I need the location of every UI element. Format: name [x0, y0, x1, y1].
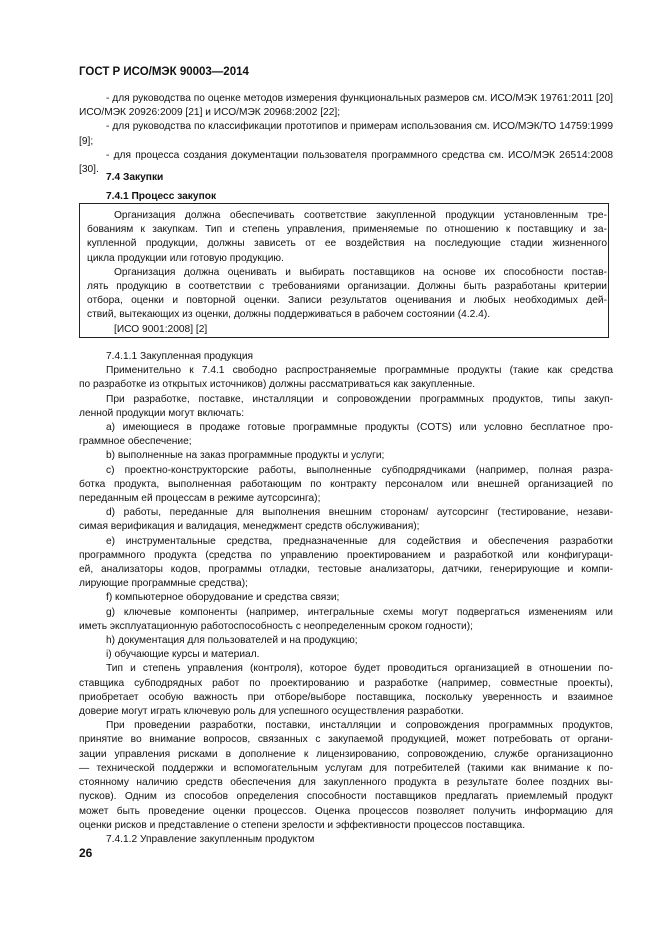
body-line: программного продукта (средства по управлению проектированием и разработкой или конфигураци-: [79, 549, 613, 561]
intro-line: - для процесса создания документации пользователя программного средства см. ИСО/МЭК 26514:2008: [106, 149, 613, 161]
list-item: h) документация для пользователей и на продукцию;: [106, 635, 358, 647]
body-line: зации управления рисками в дополнение к лицензированию, сопровождению, службе организационно: [79, 748, 613, 760]
list-item: f) компьютерное оборудование и средства связи;: [106, 592, 340, 604]
box-line: Организация должна оценивать и выбирать поставщиков на основе их способности постав-: [114, 266, 607, 278]
body-line: может быть проведение оценки процессов. Оценка процессов позволяет получить информацию для: [79, 805, 613, 817]
section-heading: 7.4 Закупки: [106, 172, 164, 183]
list-item: а) имеющиеся в продаже готовые программные продукты (COTS) или условно бесплатное про-: [106, 422, 613, 434]
intro-line: - для руководства по оценке методов измерения функциональных размеров см. ИСО/МЭК 19761:2011 [20]: [106, 93, 613, 104]
body-line: оценки рисков и представление о степени зрелости и эффективности процессов поставщика.: [79, 819, 526, 831]
body-line: приобретает особую важность при отборе/выборе поставщика, поскольку уверенность и взаимное: [79, 691, 613, 703]
box-line: купленной продукции, должны зависеть от ее воздействия на последующие стадии жизненного: [87, 238, 607, 250]
body-line: лирующие программные средства);: [79, 578, 248, 590]
list-item: d) работы, переданные для выполнения внешним сторонам/ аутсорсинг (тестирование, незави-: [106, 507, 613, 519]
body-line: принятие во внимание вопросов, связанных с закупаемой продукцией, может потребовать от органи-: [79, 734, 613, 746]
body-line: по разработке из открытых источников) должны рассматриваться как закупленные.: [79, 379, 476, 391]
intro-line: ИСО/МЭК 20926:2009 [21] и ИСО/МЭК 20968:2002 [22];: [79, 107, 341, 119]
body-line: стоянному наличию средств обеспечения для закупленного продукта в результате более поздних вы-: [79, 777, 613, 789]
body-line: доверие могут играть ключевую роль для успешного осуществления разработки.: [79, 706, 464, 718]
body-line: Тип и степень управления (контроля), которое будет проводиться организацией в отношении по-: [106, 663, 613, 675]
subsection-heading: 7.4.1 Процесс закупок: [106, 191, 217, 202]
body-line: переданным ей процессам в режиме аутсорсинга);: [79, 493, 321, 505]
intro-list: [79, 92, 613, 177]
body-text: [79, 350, 613, 847]
box-line: цикла продукции или готовую продукцию.: [87, 252, 284, 264]
clause-heading: 7.4.1.2 Управление закупленным продуктом: [106, 833, 315, 845]
body-line: симая верификация и валидация, менеджмент средств обслуживания);: [79, 521, 420, 533]
body-line: ленной продукции могут включать:: [79, 407, 245, 419]
body-line: ставщика субподрядных работ по проектированию и разработке (например, совместные проекты),: [79, 677, 613, 689]
intro-line: [30].: [79, 164, 99, 176]
box-line: отбора, оценки и повторной оценки. Записи результатов оценивания и любых необходимых дей-: [87, 295, 607, 307]
box-line: бованиям к закупкам. Тип и степень управления, применяемые по отношению к поставщику и за-: [87, 224, 607, 236]
body-line: — технической поддержки и вспомогательным услугам для потребителей (такими как внимание к по-: [79, 762, 613, 774]
body-line: пусков). Одним из способов определения способности поставщиков предлагать приемлемый продукт: [79, 791, 613, 803]
body-line: граммное обеспечение;: [79, 436, 192, 448]
list-item: c) проектно-конструкторские работы, выполненные субподрядчиками (например, полная разра-: [106, 464, 613, 476]
list-item: g) ключевые компоненты (например, интегральные схемы могут подвергаться изменениям или: [106, 606, 613, 618]
body-line: иметь эксплуатационную работоспособность с неопределенным сроком годности);: [79, 620, 473, 632]
body-line: ботка продукта, выполненная работающим по контракту персоналом или внешней организацией по: [79, 478, 613, 490]
requirement-text: [87, 209, 607, 337]
body-line: При проведении разработки, поставки, инсталляции и сопровождения программных продуктов,: [106, 720, 613, 732]
document-header: ГОСТ Р ИСО/МЭК 90003—2014: [79, 66, 249, 78]
body-line: ей, анализаторы кодов, программы отладки, тестовые анализаторы, датчики, генерирующие и компи-: [79, 564, 613, 576]
box-line: Организация должна обеспечивать соответствие закупленной продукции установленным тре-: [114, 210, 607, 221]
list-item: i) обучающие курсы и материал.: [106, 649, 260, 661]
box-line: лять продукцию в соответствии с требованиями организации. Должны быть разработаны критерии: [87, 281, 607, 293]
box-line: ствий, вытекающих из оценки, должны поддерживаться в рабочем состоянии (4.2.4).: [87, 309, 491, 321]
box-citation: [ИСО 9001:2008] [2]: [114, 323, 208, 335]
clause-heading: 7.4.1.1 Закупленная продукция: [106, 351, 254, 362]
intro-line: [9];: [79, 135, 94, 147]
list-item: e) инструментальные средства, предназначенные для содействия и обеспечения разработки: [106, 535, 613, 547]
body-line: Применительно к 7.4.1 свободно распространяемые программные продукты (такие как средства: [106, 365, 613, 377]
list-item: b) выполненные на заказ программные продукты и услуги;: [106, 450, 385, 462]
intro-line: - для руководства по классификации прототипов и примерам использования см. ИСО/МЭК/ТО 14759:1999: [106, 121, 613, 133]
body-line: При разработке, поставке, инсталляции и сопровождении программных продуктов, типы закуп-: [106, 393, 613, 405]
page-number: 26: [79, 846, 93, 860]
